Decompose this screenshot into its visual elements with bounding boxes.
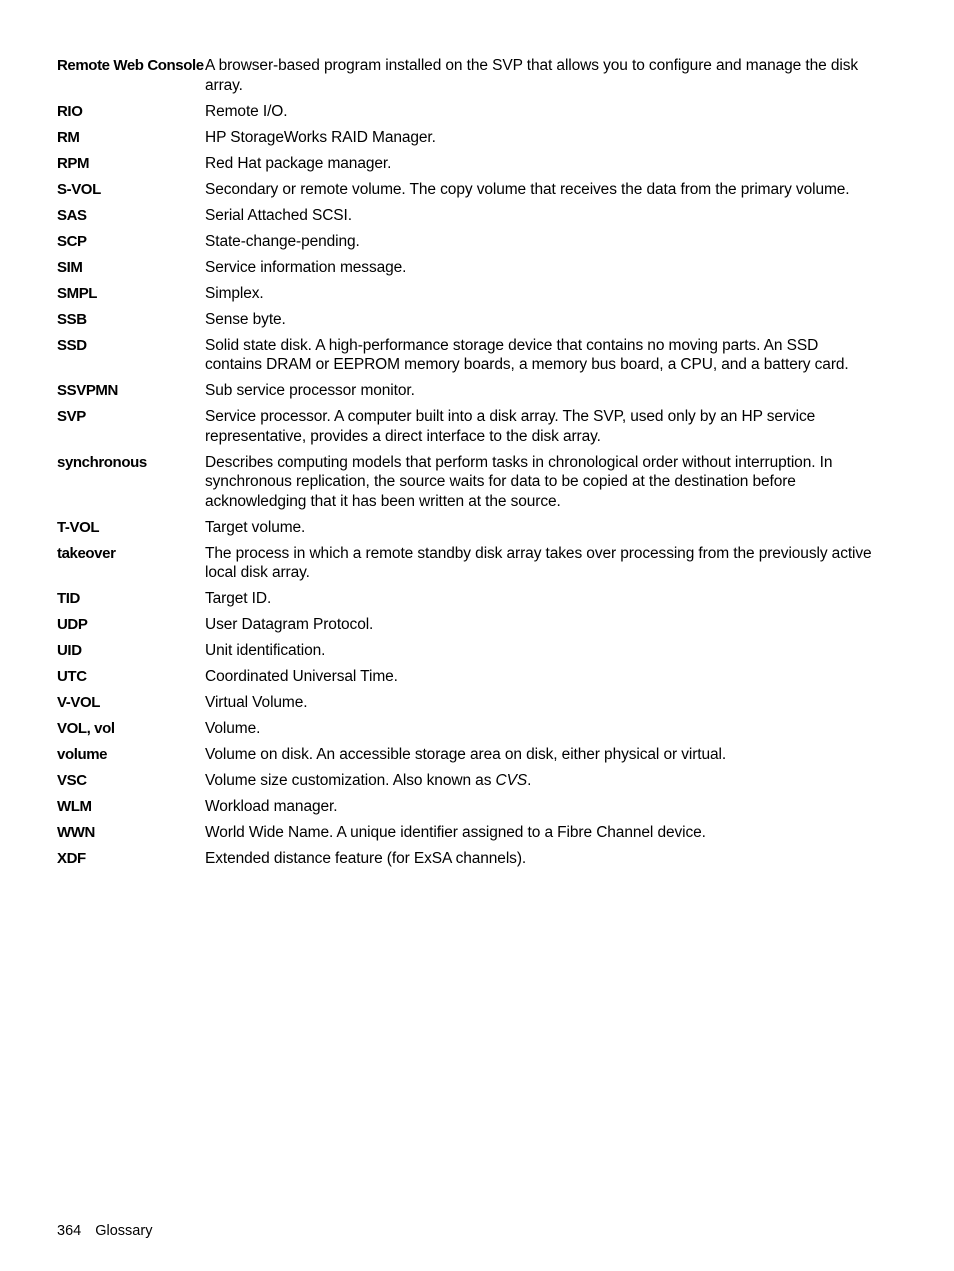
- glossary-entry: [57, 641, 877, 661]
- glossary-definition: Simplex.: [205, 284, 264, 302]
- glossary-term: SVP: [57, 408, 86, 425]
- glossary-entry: [57, 381, 877, 401]
- glossary-entry: [57, 56, 877, 95]
- glossary-definition: Service information message.: [205, 258, 407, 276]
- glossary-entry: [57, 407, 877, 446]
- glossary-term: takeover: [57, 544, 116, 562]
- glossary-definition: Volume.: [205, 720, 261, 737]
- glossary-term: UID: [57, 642, 82, 659]
- glossary-entry: [57, 823, 877, 843]
- glossary-term: XDF: [57, 850, 86, 867]
- glossary-term: RPM: [57, 154, 90, 172]
- glossary-term: WWN: [57, 824, 95, 841]
- glossary-definition: A browser-based program installed on the SVP that allows you to configure and manage the disk array.: [205, 57, 859, 94]
- glossary-definition: User Datagram Protocol.: [205, 616, 374, 633]
- glossary-term: volume: [57, 746, 108, 763]
- glossary-entry: [57, 232, 877, 252]
- glossary-entry: [57, 284, 877, 304]
- glossary-definition: Solid state disk. A high-performance storage device that contains no moving parts. An SSD contains DRAM or EEPROM memory boards, a memory bus board, a CPU, and a battery card.: [205, 336, 849, 373]
- glossary-entry: [57, 771, 877, 791]
- definition-emphasis: CVS: [495, 772, 528, 789]
- glossary-definition: Target volume.: [205, 518, 306, 536]
- glossary-term: UDP: [57, 616, 88, 633]
- glossary-term: SAS: [57, 206, 87, 224]
- glossary-term: SCP: [57, 232, 87, 250]
- glossary-definition: Virtual Volume.: [205, 694, 308, 711]
- glossary-term: synchronous: [57, 453, 147, 471]
- glossary-term: VOL, vol: [57, 720, 115, 737]
- glossary-term: VSC: [57, 772, 87, 789]
- glossary-entry: [57, 615, 877, 635]
- glossary-term: RIO: [57, 102, 83, 120]
- glossary-entry: [57, 258, 877, 278]
- glossary-definition: Serial Attached SCSI.: [205, 206, 352, 224]
- glossary-definition: Volume on disk. An accessible storage area on disk, either physical or virtual.: [205, 746, 727, 763]
- glossary-definition: Sub service processor monitor.: [205, 382, 415, 399]
- glossary-term: V-VOL: [57, 694, 101, 711]
- glossary-entry: [57, 849, 877, 869]
- glossary-entry: [57, 310, 877, 330]
- glossary-definition: Red Hat package manager.: [205, 154, 392, 172]
- glossary-list: [57, 56, 877, 875]
- glossary-term: SIM: [57, 258, 83, 276]
- glossary-entry: [57, 180, 877, 200]
- glossary-term: T-VOL: [57, 518, 100, 536]
- glossary-entry: [57, 797, 877, 817]
- page-number: 364: [57, 1223, 82, 1239]
- page-footer: [57, 1222, 152, 1241]
- glossary-entry: [57, 336, 877, 375]
- glossary-entry: [57, 544, 877, 583]
- glossary-term: SSB: [57, 310, 87, 328]
- glossary-definition: The process in which a remote standby disk array takes over processing from the previously active local disk array.: [205, 544, 872, 581]
- glossary-term: TID: [57, 590, 80, 607]
- glossary-definition: World Wide Name. A unique identifier assigned to a Fibre Channel device.: [205, 824, 706, 841]
- glossary-entry: [57, 206, 877, 226]
- glossary-entry: [57, 745, 877, 765]
- glossary-definition: Sense byte.: [205, 310, 286, 328]
- glossary-definition: Remote I/O.: [205, 102, 288, 120]
- glossary-entry: [57, 719, 877, 739]
- glossary-entry: [57, 693, 877, 713]
- glossary-term: UTC: [57, 668, 87, 685]
- glossary-definition: Target ID.: [205, 590, 272, 607]
- glossary-definition: Workload manager.: [205, 798, 338, 815]
- glossary-entry: [57, 154, 877, 174]
- glossary-entry: [57, 128, 877, 148]
- glossary-definition: [205, 771, 877, 791]
- glossary-definition: Extended distance feature (for ExSA channels).: [205, 850, 527, 867]
- glossary-entry: [57, 518, 877, 538]
- glossary-term: Remote Web Console: [57, 57, 204, 74]
- glossary-definition: Unit identification.: [205, 642, 326, 659]
- definition-text: Volume size customization. Also known as: [205, 772, 496, 789]
- glossary-term: SSVPMN: [57, 382, 118, 399]
- glossary-entry: [57, 102, 877, 122]
- glossary-entry: [57, 589, 877, 609]
- glossary-definition: Describes computing models that perform tasks in chronological order without interruption. In synchronous replication, the source waits for data to be copied at the destination before acknowledging that it has been written at the source.: [205, 453, 833, 510]
- glossary-definition: State-change-pending.: [205, 232, 360, 250]
- glossary-term: RM: [57, 128, 80, 146]
- definition-text-end: .: [527, 772, 532, 789]
- glossary-term: SMPL: [57, 284, 98, 302]
- glossary-entry: [57, 453, 877, 512]
- glossary-definition: HP StorageWorks RAID Manager.: [205, 128, 436, 146]
- glossary-definition: Secondary or remote volume. The copy volume that receives the data from the primary volume.: [205, 180, 850, 198]
- glossary-definition: Coordinated Universal Time.: [205, 668, 398, 685]
- glossary-definition: Service processor. A computer built into a disk array. The SVP, used only by an HP service representative, provides a direct interface to the disk array.: [205, 408, 816, 445]
- glossary-term: SSD: [57, 336, 87, 354]
- glossary-term: S-VOL: [57, 180, 101, 198]
- footer-section-title: Glossary: [95, 1223, 153, 1239]
- glossary-term: WLM: [57, 798, 92, 815]
- glossary-entry: [57, 667, 877, 687]
